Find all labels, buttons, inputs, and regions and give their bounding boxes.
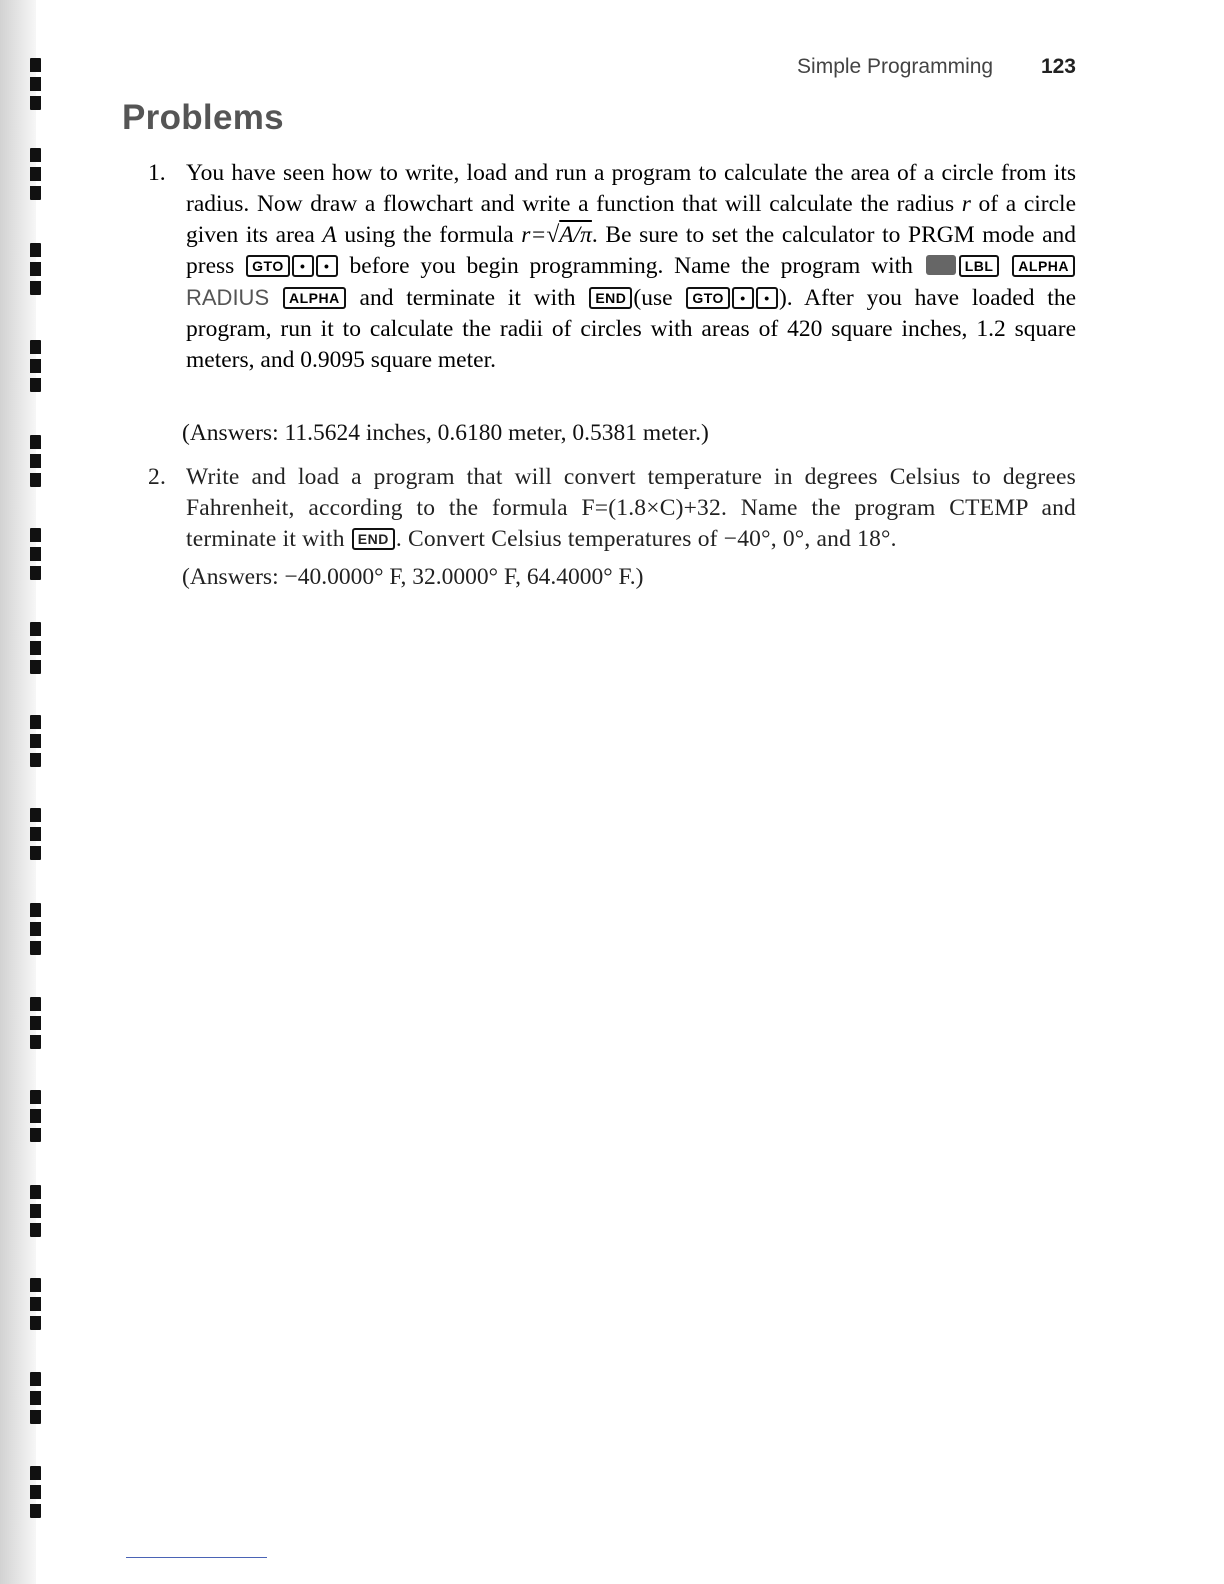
dot-key: •	[316, 255, 338, 277]
binding-hole-icon	[30, 808, 41, 860]
formula-lhs: r=	[521, 222, 547, 248]
binding-hole-icon	[30, 528, 41, 580]
dot-key: •	[292, 255, 314, 277]
binding-hole-icon	[30, 58, 41, 110]
problem-text: . Be sure to set the calculator to PRGM mode and press	[186, 222, 1077, 279]
problem-text: before you begin programming. Name the program with	[338, 253, 924, 279]
binding-hole-icon	[30, 435, 41, 487]
gto-key: GTO	[246, 255, 290, 277]
problem-number: 2.	[148, 464, 167, 490]
binding-hole-icon	[30, 1372, 41, 1424]
dot-key: •	[732, 287, 754, 309]
alpha-key: ALPHA	[1012, 255, 1075, 277]
binding-hole-icon	[30, 715, 41, 767]
program-name: RADIUS	[186, 285, 270, 310]
footer-rule	[126, 1557, 267, 1558]
running-title: Simple Programming	[797, 55, 994, 78]
answer-2: (Answers: −40.0000° F, 32.0000° F, 64.4000° F.)	[182, 564, 644, 590]
binding-hole-icon	[30, 340, 41, 392]
binding-hole-icon	[30, 1090, 41, 1142]
binding-hole-icon	[30, 243, 41, 295]
problem-text: and terminate it with	[346, 285, 589, 311]
problem-text: . Convert Celsius temperatures of −40°, 0°, and 18°.	[395, 526, 897, 552]
problem-text: ). After you have loaded the program, run it to calculate the radii of circles with areas of 420 square inches, 1.2 square meters, and 0.9095 square meter.	[186, 285, 1076, 373]
binding-hole-icon	[30, 1466, 41, 1518]
formula	[521, 222, 592, 248]
lbl-key: LBL	[959, 255, 1000, 277]
binding-hole-icon	[30, 622, 41, 674]
end-key: END	[352, 528, 395, 550]
end-key: END	[589, 287, 632, 309]
binding-hole-icon	[30, 997, 41, 1049]
problem-text: (use	[633, 285, 686, 311]
section-title: Problems	[122, 98, 284, 137]
answer-1: (Answers: 11.5624 inches, 0.6180 meter, 0.5381 meter.)	[182, 420, 709, 446]
problem-number: 1.	[148, 160, 166, 186]
sqrt-sign: √	[546, 222, 560, 248]
problem-text: of a circle given its area	[186, 191, 1076, 248]
shift-key-icon	[926, 255, 956, 275]
problem-text: using the formula	[336, 222, 522, 248]
spiral-binding	[0, 0, 36, 1584]
variable-A: A	[322, 222, 337, 248]
binding-hole-icon	[30, 148, 41, 200]
binding-hole-icon	[30, 903, 41, 955]
problem-1	[148, 158, 1077, 376]
problem-2	[148, 462, 1076, 555]
gto-key: GTO	[686, 287, 730, 309]
binding-hole-icon	[30, 1278, 41, 1330]
problem-text: Write and load a program that will convert temperature in degrees Celsius to degrees Fahrenheit, according to the formula F=(1.8×C)+32. Name the program CTEMP and terminate it with	[186, 464, 1076, 552]
page-number: 123	[1040, 55, 1076, 78]
alpha-key: ALPHA	[283, 287, 346, 309]
dot-key: •	[756, 287, 778, 309]
variable-r: r	[961, 191, 971, 217]
problem-text: You have seen how to write, load and run a program to calculate the area of a circle from its radius. Now draw a flowchart and write a function that will calculate the radius	[186, 160, 1076, 217]
formula-radicand: A/π	[559, 222, 592, 248]
binding-hole-icon	[30, 1185, 41, 1237]
page-header	[797, 55, 1076, 79]
